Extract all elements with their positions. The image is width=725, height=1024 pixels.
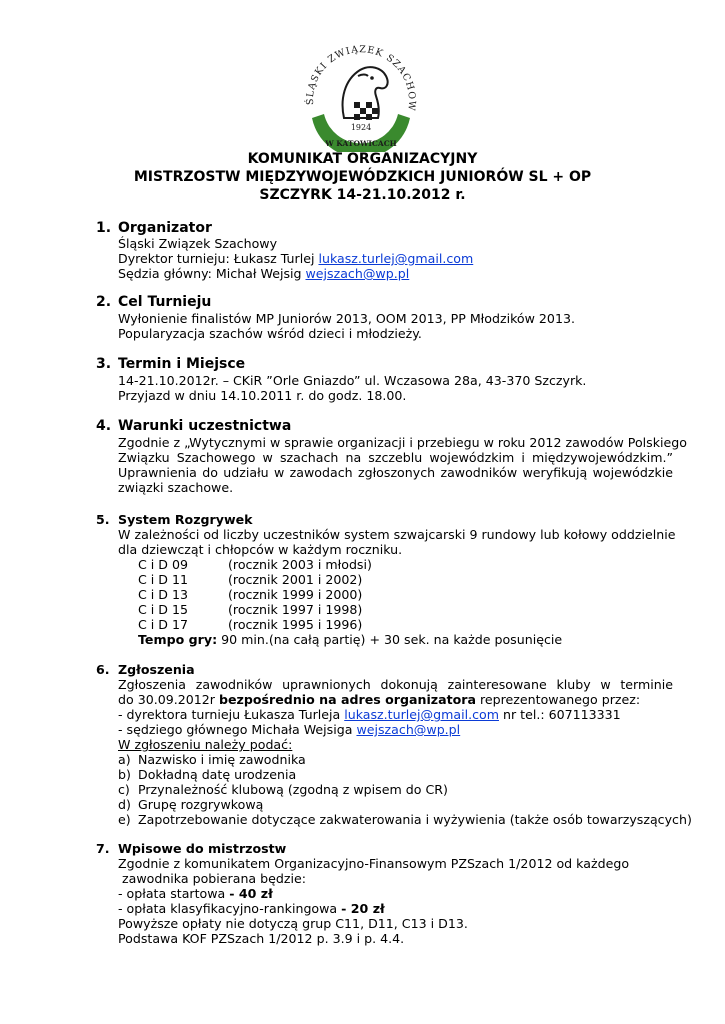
svg-text:W KATOWICACH: W KATOWICACH [325, 139, 397, 148]
chief-arbiter-line: Sędzia główny: Michał Wejsig wejszach@wp.pl [118, 266, 410, 281]
registration-director-line: - dyrektora turnieju Łukasza Turleja lukasz.turlej@gmail.com nr tel.: 607113331 [118, 707, 621, 722]
registration-requirements-intro: W zgłoszeniu należy podać: [118, 737, 293, 752]
registration-line-2: do 30.09.2012r bezpośrednio na adres organizatora reprezentowanego przez: [118, 692, 641, 707]
group-name: C i D 17 [138, 617, 189, 632]
system-line-2: dla dziewcząt i chłopców w każdym roczniku. [118, 542, 403, 557]
group-name: C i D 13 [138, 587, 189, 602]
section-heading-fees: Wpisowe do mistrzostw [118, 841, 287, 856]
conditions-line-3: Uprawnienia do udziału w zawodach zgłoszonych zawodników weryfikują wojewódzkie [118, 465, 673, 480]
document-title-line3: SZCZYRK 14-21.10.2012 r. [259, 187, 466, 203]
registration-line-1: Zgłoszenia zawodników uprawnionych dokonują zainteresowane kluby w terminie [118, 677, 673, 692]
conditions-line-4: związki szachowe. [118, 480, 234, 495]
rating-fee-line: - opłata klasyfikacyjno-rankingowa - 20 zł [118, 901, 385, 916]
list-item: Nazwisko i imię zawodnika [138, 752, 306, 767]
federation-logo [300, 40, 422, 152]
svg-text:1924: 1924 [350, 123, 372, 132]
arbiter-email-link[interactable]: wejszach@wp.pl [305, 266, 410, 281]
list-marker: e) [118, 812, 131, 827]
tournament-director-line: Dyrektor turnieju: Łukasz Turlej lukasz.turlej@gmail.com [118, 251, 474, 266]
organizer-name: Śląski Związek Szachowy [118, 236, 278, 251]
time-control-line [138, 632, 562, 647]
group-years: (rocznik 2003 i młodsi) [228, 557, 372, 572]
section-number: 5. [96, 512, 110, 527]
time-control-value: 90 min.(na całą partię) + 30 sek. na każde posunięcie [217, 632, 563, 647]
list-item: Dokładną datę urodzenia [138, 767, 297, 782]
conditions-line-1: Zgodnie z „Wytycznymi w sprawie organizacji i przebiegu w roku 2012 zawodów Polskiego [118, 435, 687, 450]
goal-line-2: Popularyzacja szachów wśród dzieci i młodzieży. [118, 326, 422, 341]
list-marker: d) [118, 797, 131, 812]
list-marker: b) [118, 767, 131, 782]
fees-line-1: Zgodnie z komunikatem Organizacyjno-Finansowym PZSzach 1/2012 od każdego [118, 856, 630, 871]
section-heading-registration: Zgłoszenia [118, 662, 195, 677]
fees-exemption-line: Powyższe opłaty nie dotyczą grup C11, D11, C13 i D13. [118, 916, 468, 931]
section-number: 7. [96, 841, 110, 856]
conditions-line-2: Związku Szachowego w szachach na szczeblu wojewódzkim i międzywojewódzkim.” [118, 450, 673, 465]
section-number: 6. [96, 662, 110, 677]
section-number: 2. [96, 294, 112, 310]
system-line-1: W zależności od liczby uczestników system szwajcarski 9 rundowy lub kołowy oddzielnie [118, 527, 676, 542]
document-title-line2: MISTRZOSTW MIĘDZYWOJEWÓDZKICH JUNIORÓW SL + OP [133, 169, 592, 185]
group-name: C i D 11 [138, 572, 189, 587]
section-heading-organizer: Organizator [118, 220, 212, 236]
section-heading-date-place: Termin i Miejsce [118, 356, 246, 372]
svg-text:ŚLĄSKI ZWIĄZEK SZACHOWY: ŚLĄSKI ZWIĄZEK SZACHOW [304, 44, 418, 113]
section-heading-conditions: Warunki uczestnictwa [118, 418, 292, 434]
logo-emblem [300, 40, 422, 152]
group-years: (rocznik 1999 i 2000) [228, 587, 363, 602]
document-title-line1: KOMUNIKAT ORGANIZACYJNY [247, 151, 478, 167]
director-email-link[interactable]: lukasz.turlej@gmail.com [318, 251, 474, 266]
goal-line-1: Wyłonienie finalistów MP Juniorów 2013, OOM 2013, PP Młodzików 2013. [118, 311, 575, 326]
time-control-label: Tempo gry: [138, 632, 218, 647]
section-number: 1. [96, 220, 112, 236]
group-years: (rocznik 1997 i 1998) [228, 602, 363, 617]
list-marker: c) [118, 782, 130, 797]
registration-arbiter-line: - sędziego głównego Michała Wejsiga wejszach@wp.pl [118, 722, 461, 737]
section-heading-goal: Cel Turnieju [118, 294, 212, 310]
arbiter-email-link[interactable]: wejszach@wp.pl [356, 722, 461, 737]
group-years: (rocznik 2001 i 2002) [228, 572, 363, 587]
list-item: Zapotrzebowanie dotyczące zakwaterowania i wyżywienia (także osób towarzyszących) [138, 812, 692, 827]
group-name: C i D 09 [138, 557, 189, 572]
date-place-line-1: 14-21.10.2012r. – CKiR ”Orle Gniazdo” ul. Wczasowa 28a, 43-370 Szczyrk. [118, 373, 587, 388]
date-place-line-2: Przyjazd w dniu 14.10.2011 r. do godz. 18.00. [118, 388, 407, 403]
fees-basis-line: Podstawa KOF PZSzach 1/2012 p. 3.9 i p. 4.4. [118, 931, 405, 946]
group-years: (rocznik 1995 i 1996) [228, 617, 363, 632]
list-item: Grupę rozgrywkową [138, 797, 264, 812]
start-fee-line: - opłata startowa - 40 zł [118, 886, 273, 901]
section-number: 3. [96, 356, 112, 372]
section-number: 4. [96, 418, 112, 434]
list-item: Przynależność klubową (zgodną z wpisem do CR) [138, 782, 448, 797]
section-heading-system: System Rozgrywek [118, 512, 253, 527]
fees-line-2: zawodnika pobierana będzie: [118, 871, 306, 886]
director-email-link[interactable]: lukasz.turlej@gmail.com [344, 707, 499, 722]
list-marker: a) [118, 752, 131, 767]
group-name: C i D 15 [138, 602, 189, 617]
